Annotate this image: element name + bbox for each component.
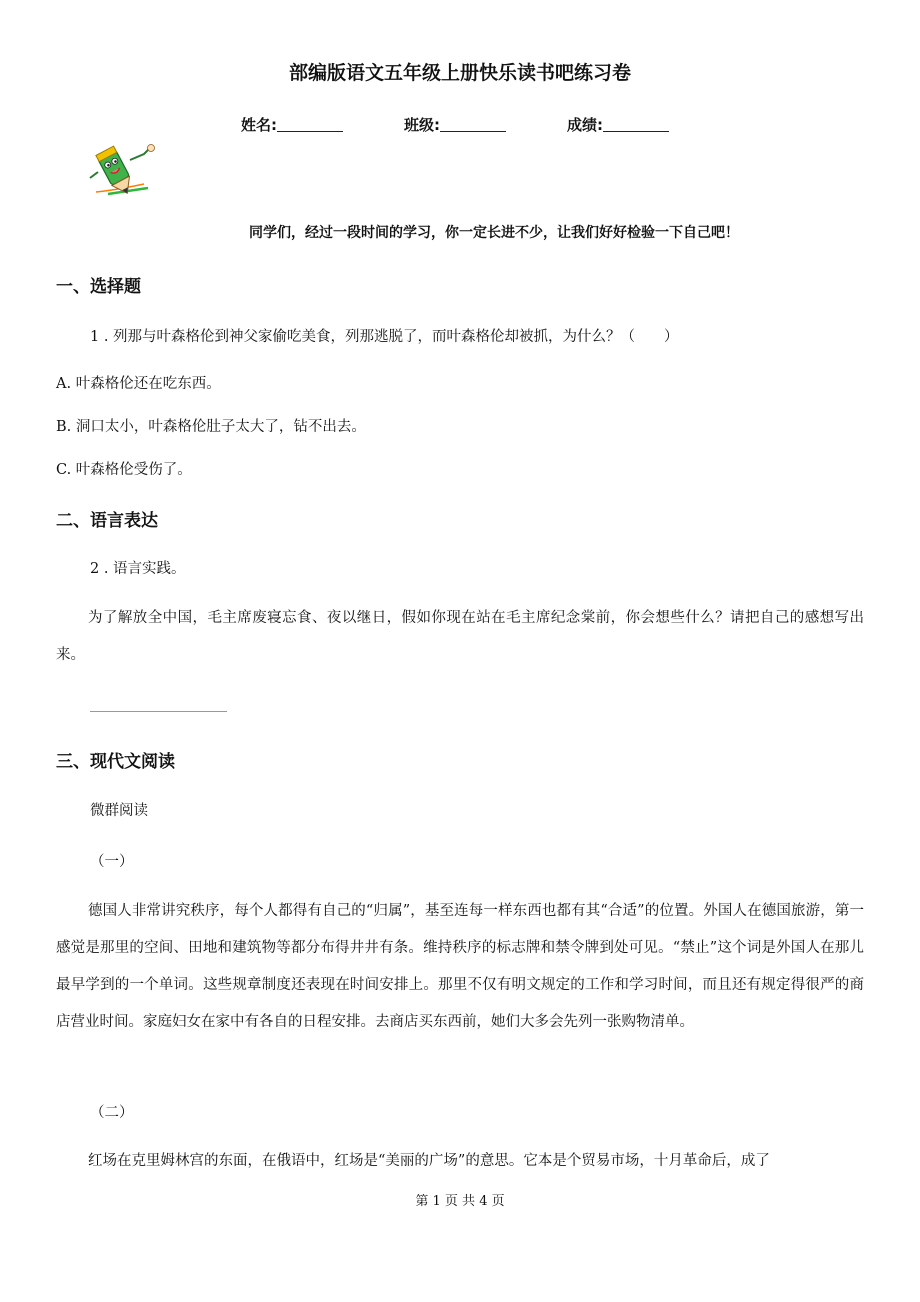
answer-line[interactable] (90, 711, 227, 712)
score-field (567, 114, 669, 135)
question-2-prompt: 为了解放全中国，毛主席废寝忘食、夜以继日，假如你现在站在毛主席纪念棠前，你会想些什么？请把自己的感想写出来。 (56, 610, 864, 663)
reading-subtitle: 微群阅读 (90, 803, 148, 819)
reading-passage-2: 红场在克里姆林宫的东面，在俄语中，红场是“美丽的广场”的意思。它本是个贸易市场，十月革命后，成了 (88, 1153, 770, 1169)
name-field (241, 114, 343, 135)
pencil-mascot-icon (86, 142, 166, 204)
reading-passage-1: 德国人非常讲究秩序，每个人都得有自己的“归属”，基至连每一样东西也都有其“合适”的位置。外国人在德国旅游，第一感觉是那里的空间、田地和建筑物等都分布得井井有条。维持秩序的标志牌和禁令牌到处可见。“禁止”这个词是外国人在那儿最早学到的一个单词。这些规章制度还表现在时间安排上。那里不仅有明文规定的工作和学习时间，而且还有规定得很严的商店营业时间。家庭妇女在家中有各自的日程安排。去商店买东西前，她们大多会先列一张购物清单。 (56, 903, 864, 1030)
score-label: 成绩: (567, 116, 603, 134)
name-blank[interactable] (277, 115, 343, 132)
reading-part-2-label: （二） (90, 1105, 134, 1121)
reading-part-1-label: （一） (90, 854, 134, 870)
score-blank[interactable] (603, 115, 669, 132)
class-blank[interactable] (440, 115, 506, 132)
section-heading-choice: 一、选择题 (56, 277, 141, 297)
page-footer: 第 1 页 共 4 页 (415, 1194, 505, 1209)
option-a[interactable]: A. 叶森格伦还在吃东西。 (56, 376, 221, 392)
greeting-text: 同学们，经过一段时间的学习，你一定长进不少，让我们好好检验一下自己吧！ (249, 225, 739, 241)
question-2: 2 . 语言实践。 (90, 561, 186, 577)
option-c[interactable]: C. 叶森格伦受伤了。 (56, 462, 192, 478)
section-heading-expression: 二、语言表达 (56, 511, 158, 531)
class-label: 班级: (404, 116, 440, 134)
question-1: 1 . 列那与叶森格伦到神父家偷吃美食，列那逃脱了，而叶森格伦却被抓，为什么？（ ） (90, 329, 679, 345)
class-field (404, 114, 506, 135)
section-heading-reading: 三、现代文阅读 (56, 752, 175, 772)
page-title: 部编版语文五年级上册快乐读书吧练习卷 (288, 62, 631, 84)
option-b[interactable]: B. 洞口太小，叶森格伦肚子太大了，钻不出去。 (56, 419, 366, 435)
name-label: 姓名: (241, 116, 277, 134)
